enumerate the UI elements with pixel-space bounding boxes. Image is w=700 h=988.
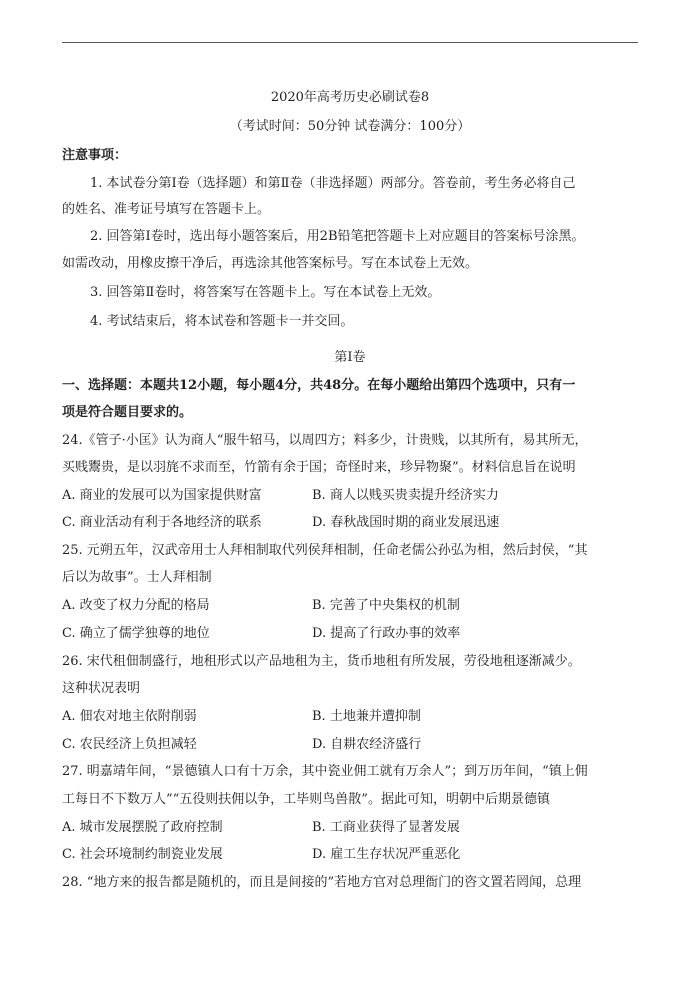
- notice-line: 如需改动，用橡皮擦干净后，再选涂其他答案标号。写在本试卷上无效。: [62, 256, 479, 271]
- section-instruction: 项是符合题目要求的。: [62, 405, 193, 420]
- notice-line: 3. 回答第Ⅱ卷时，将答案写在答题卡上。写在本试卷上无效。: [90, 285, 441, 300]
- question-stem: 27. 明嘉靖年间，“景德镇人口有十万余，其中瓷业佣工就有万余人”；到万历年间，“镇上佣: [62, 764, 588, 779]
- question-stem: 25. 元朔五年，汉武帝用士人拜相制取代列侯拜相制，任命老儒公孙弘为相，然后封侯，“其: [62, 543, 588, 558]
- question-option: A. 改变了权力分配的格局: [62, 598, 210, 613]
- question-stem: 28. “地方来的报告都是随机的，而且是间接的”若地方官对总理衙门的咨文置若罔闻，总理: [62, 875, 582, 890]
- question-option: D. 雇工生存状况严重恶化: [312, 847, 461, 862]
- question-stem: 26. 宋代租佃制盛行，地租形式以产品地租为主，货币地租有所发展，劳役地租逐渐减少。: [62, 654, 581, 669]
- notice-line: 4. 考试结束后，将本试卷和答题卡一并交回。: [90, 314, 354, 329]
- question-option: B. 土地兼并遭抑制: [312, 709, 421, 724]
- question-stem: 24.《管子·小匡》认为商人“服牛轺马，以周四方；料多少，计贵贱，以其所有，易其所无，: [62, 433, 588, 448]
- question-option: C. 商业活动有利于各地经济的联系: [62, 515, 262, 530]
- notice-line: 的姓名、准考证号填写在答题卡上。: [62, 202, 271, 217]
- notice-line: 2. 回答第Ⅰ卷时，选出每小题答案后，用2B铅笔把答题卡上对应题目的答案标号涂黑。: [90, 229, 585, 244]
- exam-title: 2020年高考历史必刷试卷8: [270, 90, 430, 105]
- notice-heading: 注意事项：: [62, 148, 128, 163]
- question-option: C. 确立了儒学独尊的地位: [62, 626, 210, 641]
- question-option: D. 春秋战国时期的商业发展迅速: [312, 515, 500, 530]
- question-option: D. 提高了行政办事的效率: [312, 626, 461, 641]
- exam-subtitle: （考试时间：50分钟 试卷满分：100分）: [229, 119, 471, 134]
- question-option: B. 商人以贱买贵卖提升经济实力: [312, 488, 499, 503]
- question-option: D. 自耕农经济盛行: [312, 737, 422, 752]
- question-stem: 工每日不下数万人”“五役则扶佣以争，工毕则鸟兽散”。据此可知，明朝中后期景德镇: [62, 792, 550, 807]
- section-instruction: 一、选择题：本题共12小题，每小题4分，共48分。在每小题给出第四个选项中，只有一: [62, 378, 576, 393]
- question-option: A. 佃农对地主依附削弱: [62, 709, 197, 724]
- question-option: C. 社会环境制约制瓷业发展: [62, 847, 223, 862]
- header-rule: [62, 42, 638, 43]
- section-title: 第Ⅰ卷: [334, 350, 366, 365]
- question-option: C. 农民经济上负担减轻: [62, 737, 197, 752]
- question-stem: 这种状况表明: [62, 681, 141, 696]
- question-stem: 买贱鬻贵，是以羽旄不求而至，竹箭有余于国；奇怪时来，珍异物聚”。材料信息旨在说明: [62, 460, 576, 475]
- question-option: B. 完善了中央集权的机制: [312, 598, 460, 613]
- question-option: A. 商业的发展可以为国家提供财富: [62, 488, 262, 503]
- notice-line: 1. 本试卷分第Ⅰ卷（选择题）和第Ⅱ卷（非选择题）两部分。答卷前，考生务必将自己: [90, 176, 576, 191]
- question-stem: 后以为故事”。士人拜相制: [62, 570, 212, 585]
- question-option: B. 工商业获得了显著发展: [312, 820, 460, 835]
- question-option: A. 城市发展摆脱了政府控制: [62, 820, 223, 835]
